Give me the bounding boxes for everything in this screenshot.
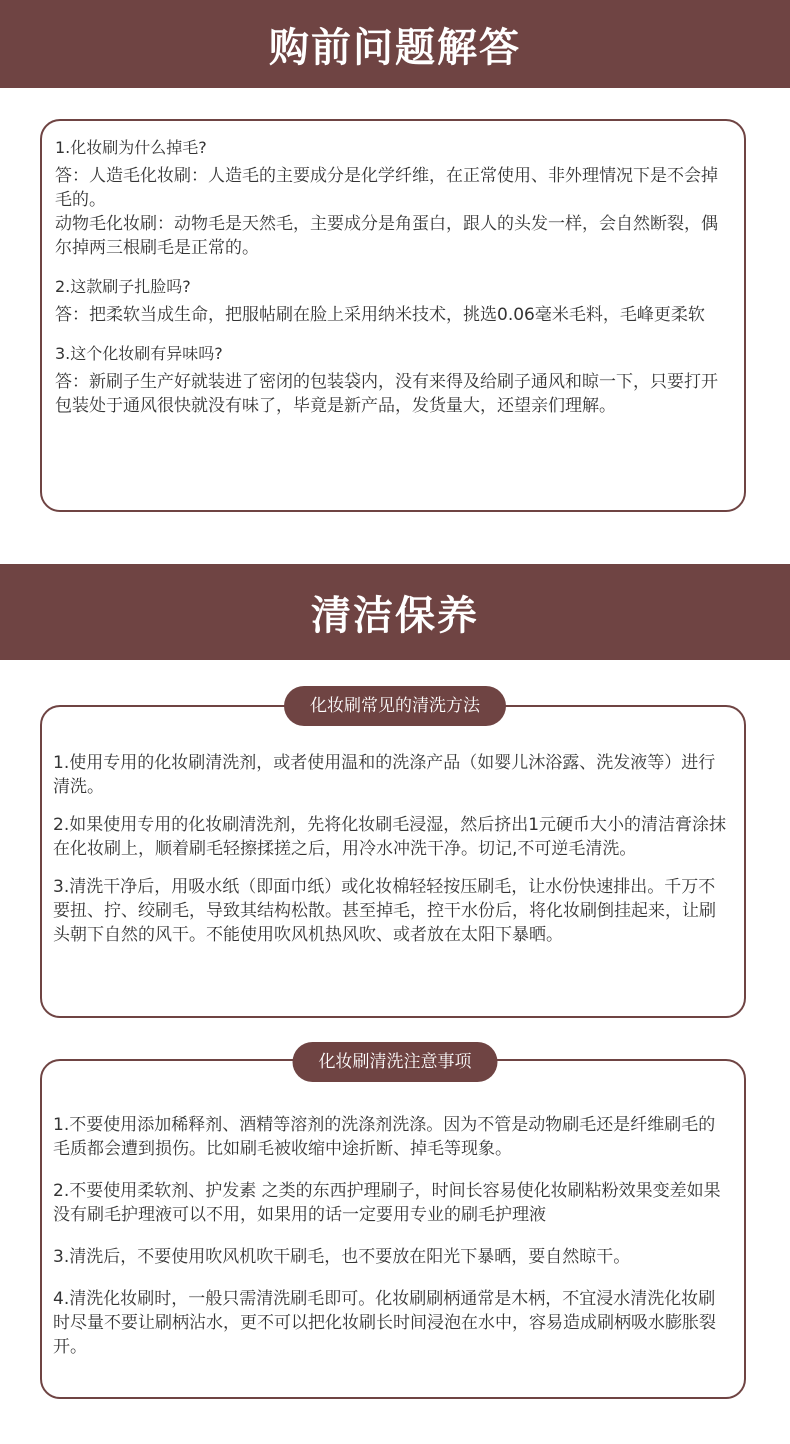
cleaning-note-item: 2.不要使用柔软剂、护发素 之类的东西护理刷子，时间长容易使化妆刷粘粉效果变差如果没有刷毛护理液可以不用，如果用的话一定要用专业的刷毛护理液 — [53, 1181, 721, 1225]
faq-question: 1.化妆刷为什么掉毛? — [55, 138, 207, 157]
care-title: 清洁保养 — [311, 591, 479, 639]
cleaning-note-item: 3.清洗后，不要使用吹风机吹干刷毛，也不要放在阳光下暴晒，要自然晾干。 — [53, 1247, 631, 1267]
cleaning-note-item: 4.清洗化妆刷时，一般只需清洗刷毛即可。化妆刷刷柄通常是木柄，不宜浸水清洗化妆刷时尽量不要让刷柄沾水，更不可以把化妆刷长时间浸泡在水中，容易造成刷柄吸水膨胀裂开。 — [53, 1289, 716, 1357]
faq-answer: 答：人造毛化妆刷：人造毛的主要成分是化学纤维，在正常使用、非外理情况下是不会掉毛的。 — [55, 166, 718, 210]
cleaning-note-item: 1.不要使用添加稀释剂、酒精等溶剂的洗涤剂洗涤。因为不管是动物刷毛还是纤维刷毛的毛质都会遭到损伤。比如刷毛被收缩中途折断、掉毛等现象。 — [53, 1115, 716, 1159]
cleaning-methods-label: 化妆刷常见的清洗方法 — [284, 686, 506, 726]
faq-box — [40, 119, 746, 512]
cleaning-notes-label: 化妆刷清洗注意事项 — [293, 1042, 498, 1082]
cleaning-method-item: 3.清洗干净后，用吸水纸（即面巾纸）或化妆棉轻轻按压刷毛，让水份快速排出。千万不要扭、拧、绞刷毛，导致其结构松散。甚至掉毛，控干水份后，将化妆刷倒挂起来，让刷头朝下自然的风干。不能使用吹风机热风吹、或者放在太阳下暴晒。 — [53, 877, 716, 945]
faq-answer: 答：把柔软当成生命，把服帖刷在脸上采用纳米技术，挑选0.06毫米毛料，毛峰更柔软 — [55, 305, 705, 325]
cleaning-method-item: 2.如果使用专用的化妆刷清洗剂，先将化妆刷毛浸湿，然后挤出1元硬币大小的清洁膏涂抹在化妆刷上，顺着刷毛轻擦揉搓之后，用冷水冲洗干净。切记,不可逆毛清洗。 — [53, 815, 727, 859]
cleaning-notes-box — [40, 1059, 746, 1399]
faq-answer: 答：新刷子生产好就装进了密闭的包装袋内，没有来得及给刷子通风和晾一下，只要打开包装处于通风很快就没有味了，毕竟是新产品，发货量大，还望亲们理解。 — [55, 372, 718, 416]
care-banner — [0, 564, 790, 660]
faq-banner — [0, 0, 790, 88]
cleaning-method-item: 1.使用专用的化妆刷清洗剂，或者使用温和的洗涤产品（如婴儿沐浴露、洗发液等）进行清洗。 — [53, 753, 716, 797]
faq-answer: 动物毛化妆刷：动物毛是天然毛，主要成分是角蛋白，跟人的头发一样，会自然断裂，偶尔掉两三根刷毛是正常的。 — [55, 214, 718, 258]
cleaning-methods-box — [40, 705, 746, 1018]
faq-question: 2.这款刷子扎脸吗? — [55, 277, 191, 296]
faq-question: 3.这个化妆刷有异味吗? — [55, 344, 223, 363]
faq-title: 购前问题解答 — [269, 23, 521, 71]
